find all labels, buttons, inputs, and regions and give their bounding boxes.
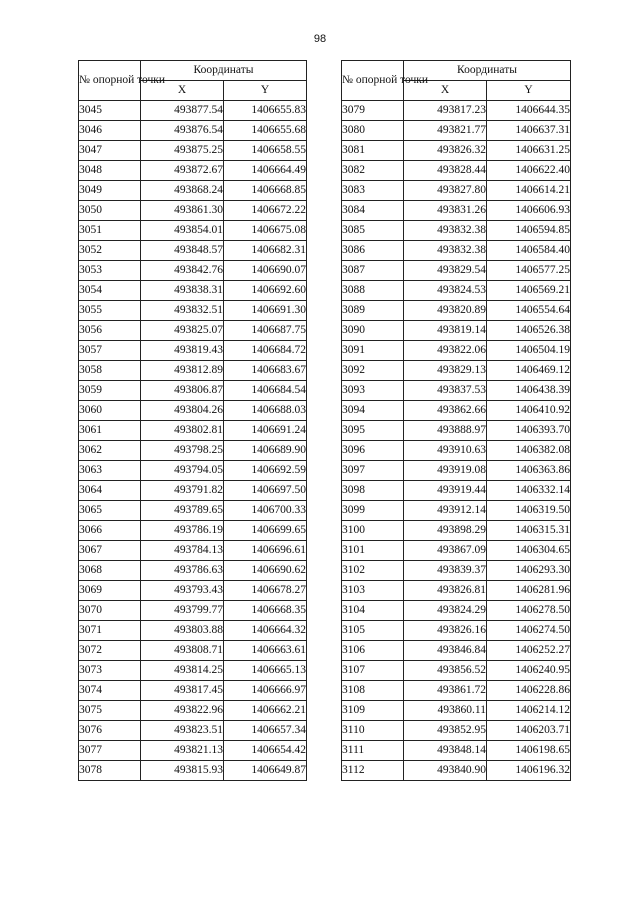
point-number-cell: 3089 bbox=[342, 301, 404, 321]
y-coordinate-cell: 1406664.49 bbox=[224, 161, 307, 181]
y-coordinate-cell: 1406665.13 bbox=[224, 661, 307, 681]
x-coordinate-cell: 493868.24 bbox=[141, 181, 224, 201]
y-coordinate-cell: 1406655.83 bbox=[224, 101, 307, 121]
y-coordinate-cell: 1406469.12 bbox=[487, 361, 571, 381]
table-row bbox=[79, 341, 307, 361]
x-coordinate-cell: 493829.54 bbox=[404, 261, 487, 281]
point-number-cell: 3111 bbox=[342, 741, 404, 761]
y-coordinate-cell: 1406658.55 bbox=[224, 141, 307, 161]
point-number-cell: 3077 bbox=[79, 741, 141, 761]
point-number-cell: 3073 bbox=[79, 661, 141, 681]
point-number-cell: 3065 bbox=[79, 501, 141, 521]
y-coordinate-cell: 1406699.65 bbox=[224, 521, 307, 541]
point-number-cell: 3094 bbox=[342, 401, 404, 421]
table-row bbox=[79, 241, 307, 261]
table-row bbox=[342, 141, 571, 161]
point-number-cell: 3105 bbox=[342, 621, 404, 641]
x-coordinate-cell: 493825.07 bbox=[141, 321, 224, 341]
point-number-cell: 3080 bbox=[342, 121, 404, 141]
y-coordinate-cell: 1406684.72 bbox=[224, 341, 307, 361]
x-coordinate-cell: 493842.76 bbox=[141, 261, 224, 281]
x-coordinate-cell: 493867.09 bbox=[404, 541, 487, 561]
x-coordinate-cell: 493839.37 bbox=[404, 561, 487, 581]
coordinates-header: Координаты bbox=[141, 61, 307, 81]
y-coordinate-cell: 1406691.30 bbox=[224, 301, 307, 321]
x-coordinate-cell: 493854.01 bbox=[141, 221, 224, 241]
table-row bbox=[342, 421, 571, 441]
point-number-cell: 3101 bbox=[342, 541, 404, 561]
table-row bbox=[342, 581, 571, 601]
table-row bbox=[79, 461, 307, 481]
point-number-cell: 3059 bbox=[79, 381, 141, 401]
table-row bbox=[79, 381, 307, 401]
x-coordinate-cell: 493838.31 bbox=[141, 281, 224, 301]
point-number-cell: 3104 bbox=[342, 601, 404, 621]
point-number-cell: 3081 bbox=[342, 141, 404, 161]
table-row bbox=[79, 621, 307, 641]
x-coordinate-cell: 493786.63 bbox=[141, 561, 224, 581]
y-coordinate-cell: 1406637.31 bbox=[487, 121, 571, 141]
table-row bbox=[79, 421, 307, 441]
table-row bbox=[342, 181, 571, 201]
point-number-cell: 3061 bbox=[79, 421, 141, 441]
page-number: 98 bbox=[313, 33, 327, 45]
table-row bbox=[79, 441, 307, 461]
point-number-cell: 3099 bbox=[342, 501, 404, 521]
y-coordinate-cell: 1406393.70 bbox=[487, 421, 571, 441]
table-row bbox=[342, 301, 571, 321]
point-number-cell: 3058 bbox=[79, 361, 141, 381]
x-coordinate-cell: 493872.67 bbox=[141, 161, 224, 181]
y-coordinate-cell: 1406687.75 bbox=[224, 321, 307, 341]
point-number-cell: 3087 bbox=[342, 261, 404, 281]
x-coordinate-cell: 493826.16 bbox=[404, 621, 487, 641]
table-row bbox=[79, 201, 307, 221]
y-coordinate-cell: 1406657.34 bbox=[224, 721, 307, 741]
x-coordinate-cell: 493877.54 bbox=[141, 101, 224, 121]
x-coordinate-cell: 493876.54 bbox=[141, 121, 224, 141]
table-row bbox=[79, 281, 307, 301]
point-number-cell: 3084 bbox=[342, 201, 404, 221]
y-coordinate-cell: 1406655.68 bbox=[224, 121, 307, 141]
x-coordinate-cell: 493827.80 bbox=[404, 181, 487, 201]
point-number-cell: 3068 bbox=[79, 561, 141, 581]
x-coordinate-cell: 493848.57 bbox=[141, 241, 224, 261]
x-coordinate-cell: 493786.19 bbox=[141, 521, 224, 541]
table-row bbox=[342, 101, 571, 121]
point-number-cell: 3103 bbox=[342, 581, 404, 601]
x-coordinate-cell: 493821.13 bbox=[141, 741, 224, 761]
y-coordinate-cell: 1406672.22 bbox=[224, 201, 307, 221]
point-number-cell: 3070 bbox=[79, 601, 141, 621]
table-row bbox=[342, 401, 571, 421]
point-number-cell: 3102 bbox=[342, 561, 404, 581]
y-coordinate-cell: 1406203.71 bbox=[487, 721, 571, 741]
y-coordinate-cell: 1406683.67 bbox=[224, 361, 307, 381]
y-coordinate-cell: 1406649.87 bbox=[224, 761, 307, 781]
y-coordinate-cell: 1406622.40 bbox=[487, 161, 571, 181]
point-number-cell: 3109 bbox=[342, 701, 404, 721]
table-row bbox=[342, 541, 571, 561]
table-row bbox=[79, 481, 307, 501]
y-coordinate-cell: 1406690.62 bbox=[224, 561, 307, 581]
point-number-cell: 3056 bbox=[79, 321, 141, 341]
point-number-cell: 3097 bbox=[342, 461, 404, 481]
table-row bbox=[342, 601, 571, 621]
table-row bbox=[79, 501, 307, 521]
x-coordinate-cell: 493912.14 bbox=[404, 501, 487, 521]
table-row bbox=[79, 321, 307, 341]
y-column-header: Y bbox=[487, 81, 571, 101]
x-coordinate-cell: 493826.81 bbox=[404, 581, 487, 601]
x-coordinate-cell: 493819.14 bbox=[404, 321, 487, 341]
y-coordinate-cell: 1406410.92 bbox=[487, 401, 571, 421]
y-coordinate-cell: 1406692.59 bbox=[224, 461, 307, 481]
table-row bbox=[79, 601, 307, 621]
y-coordinate-cell: 1406577.25 bbox=[487, 261, 571, 281]
y-column-header: Y bbox=[224, 81, 307, 101]
x-coordinate-cell: 493804.26 bbox=[141, 401, 224, 421]
table-row bbox=[79, 561, 307, 581]
y-coordinate-cell: 1406675.08 bbox=[224, 221, 307, 241]
point-number-cell: 3046 bbox=[79, 121, 141, 141]
y-coordinate-cell: 1406631.25 bbox=[487, 141, 571, 161]
point-number-cell: 3057 bbox=[79, 341, 141, 361]
point-number-cell: 3071 bbox=[79, 621, 141, 641]
x-coordinate-cell: 493789.65 bbox=[141, 501, 224, 521]
point-number-cell: 3086 bbox=[342, 241, 404, 261]
point-number-cell: 3048 bbox=[79, 161, 141, 181]
y-coordinate-cell: 1406293.30 bbox=[487, 561, 571, 581]
y-coordinate-cell: 1406697.50 bbox=[224, 481, 307, 501]
table-row bbox=[79, 661, 307, 681]
point-number-cell: 3095 bbox=[342, 421, 404, 441]
point-number-cell: 3100 bbox=[342, 521, 404, 541]
table-row bbox=[342, 641, 571, 661]
table-row bbox=[79, 541, 307, 561]
table-row bbox=[342, 741, 571, 761]
x-coordinate-cell: 493888.97 bbox=[404, 421, 487, 441]
x-coordinate-cell: 493875.25 bbox=[141, 141, 224, 161]
point-number-cell: 3055 bbox=[79, 301, 141, 321]
x-coordinate-cell: 493784.13 bbox=[141, 541, 224, 561]
x-coordinate-cell: 493824.53 bbox=[404, 281, 487, 301]
table-row bbox=[342, 481, 571, 501]
y-coordinate-cell: 1406678.27 bbox=[224, 581, 307, 601]
x-coordinate-cell: 493852.95 bbox=[404, 721, 487, 741]
point-number-cell: 3060 bbox=[79, 401, 141, 421]
y-coordinate-cell: 1406584.40 bbox=[487, 241, 571, 261]
point-number-cell: 3096 bbox=[342, 441, 404, 461]
coordinates-table-left bbox=[78, 60, 307, 781]
table-row bbox=[342, 161, 571, 181]
x-coordinate-cell: 493824.29 bbox=[404, 601, 487, 621]
table-row bbox=[342, 621, 571, 641]
point-number-cell: 3082 bbox=[342, 161, 404, 181]
table-row bbox=[79, 121, 307, 141]
point-number-cell: 3112 bbox=[342, 761, 404, 781]
table-row bbox=[79, 181, 307, 201]
point-number-cell: 3063 bbox=[79, 461, 141, 481]
point-number-cell: 3050 bbox=[79, 201, 141, 221]
x-coordinate-cell: 493817.45 bbox=[141, 681, 224, 701]
point-number-cell: 3108 bbox=[342, 681, 404, 701]
x-coordinate-cell: 493837.53 bbox=[404, 381, 487, 401]
point-number-cell: 3064 bbox=[79, 481, 141, 501]
point-number-cell: 3110 bbox=[342, 721, 404, 741]
x-coordinate-cell: 493861.30 bbox=[141, 201, 224, 221]
table-row bbox=[79, 761, 307, 781]
x-coordinate-cell: 493798.25 bbox=[141, 441, 224, 461]
y-coordinate-cell: 1406332.14 bbox=[487, 481, 571, 501]
table-row bbox=[342, 261, 571, 281]
table-row bbox=[79, 301, 307, 321]
table-row bbox=[342, 681, 571, 701]
x-coordinate-cell: 493817.23 bbox=[404, 101, 487, 121]
table-row bbox=[342, 381, 571, 401]
y-coordinate-cell: 1406304.65 bbox=[487, 541, 571, 561]
y-coordinate-cell: 1406606.93 bbox=[487, 201, 571, 221]
table-row bbox=[342, 241, 571, 261]
x-coordinate-cell: 493799.77 bbox=[141, 601, 224, 621]
x-coordinate-cell: 493808.71 bbox=[141, 641, 224, 661]
x-coordinate-cell: 493840.90 bbox=[404, 761, 487, 781]
y-coordinate-cell: 1406691.24 bbox=[224, 421, 307, 441]
table-row bbox=[342, 721, 571, 741]
y-coordinate-cell: 1406688.03 bbox=[224, 401, 307, 421]
point-number-cell: 3075 bbox=[79, 701, 141, 721]
x-coordinate-cell: 493822.96 bbox=[141, 701, 224, 721]
y-coordinate-cell: 1406644.35 bbox=[487, 101, 571, 121]
y-coordinate-cell: 1406569.21 bbox=[487, 281, 571, 301]
y-coordinate-cell: 1406696.61 bbox=[224, 541, 307, 561]
y-coordinate-cell: 1406668.85 bbox=[224, 181, 307, 201]
table-row bbox=[342, 761, 571, 781]
table-row bbox=[342, 121, 571, 141]
x-coordinate-cell: 493828.44 bbox=[404, 161, 487, 181]
table-row bbox=[79, 641, 307, 661]
table-row bbox=[79, 701, 307, 721]
x-coordinate-cell: 493862.66 bbox=[404, 401, 487, 421]
y-coordinate-cell: 1406666.97 bbox=[224, 681, 307, 701]
table-row bbox=[79, 741, 307, 761]
table-row bbox=[342, 361, 571, 381]
x-coordinate-cell: 493794.05 bbox=[141, 461, 224, 481]
x-coordinate-cell: 493806.87 bbox=[141, 381, 224, 401]
table-row bbox=[342, 701, 571, 721]
point-number-cell: 3051 bbox=[79, 221, 141, 241]
table-row bbox=[342, 501, 571, 521]
point-number-cell: 3066 bbox=[79, 521, 141, 541]
table-row bbox=[342, 341, 571, 361]
y-coordinate-cell: 1406689.90 bbox=[224, 441, 307, 461]
point-number-cell: 3092 bbox=[342, 361, 404, 381]
y-coordinate-cell: 1406196.32 bbox=[487, 761, 571, 781]
x-coordinate-cell: 493822.06 bbox=[404, 341, 487, 361]
point-number-cell: 3093 bbox=[342, 381, 404, 401]
point-number-cell: 3053 bbox=[79, 261, 141, 281]
y-coordinate-cell: 1406198.65 bbox=[487, 741, 571, 761]
table-row bbox=[342, 561, 571, 581]
y-coordinate-cell: 1406692.60 bbox=[224, 281, 307, 301]
y-coordinate-cell: 1406654.42 bbox=[224, 741, 307, 761]
point-number-header: № опорной точки bbox=[342, 61, 404, 101]
table-row bbox=[342, 321, 571, 341]
x-coordinate-cell: 493846.84 bbox=[404, 641, 487, 661]
point-number-cell: 3049 bbox=[79, 181, 141, 201]
point-number-cell: 3047 bbox=[79, 141, 141, 161]
x-coordinate-cell: 493793.43 bbox=[141, 581, 224, 601]
x-coordinate-cell: 493848.14 bbox=[404, 741, 487, 761]
point-number-cell: 3091 bbox=[342, 341, 404, 361]
y-coordinate-cell: 1406664.32 bbox=[224, 621, 307, 641]
table-row bbox=[79, 141, 307, 161]
point-number-cell: 3083 bbox=[342, 181, 404, 201]
y-coordinate-cell: 1406663.61 bbox=[224, 641, 307, 661]
x-coordinate-cell: 493819.43 bbox=[141, 341, 224, 361]
x-coordinate-cell: 493826.32 bbox=[404, 141, 487, 161]
x-coordinate-cell: 493823.51 bbox=[141, 721, 224, 741]
x-coordinate-cell: 493820.89 bbox=[404, 301, 487, 321]
point-number-cell: 3072 bbox=[79, 641, 141, 661]
table-row bbox=[342, 521, 571, 541]
point-number-cell: 3054 bbox=[79, 281, 141, 301]
point-number-cell: 3107 bbox=[342, 661, 404, 681]
x-coordinate-cell: 493856.52 bbox=[404, 661, 487, 681]
table-row bbox=[342, 461, 571, 481]
point-number-cell: 3067 bbox=[79, 541, 141, 561]
point-number-header: № опорной точки bbox=[79, 61, 141, 101]
y-coordinate-cell: 1406700.33 bbox=[224, 501, 307, 521]
table-row bbox=[342, 661, 571, 681]
y-coordinate-cell: 1406319.50 bbox=[487, 501, 571, 521]
y-coordinate-cell: 1406526.38 bbox=[487, 321, 571, 341]
y-coordinate-cell: 1406690.07 bbox=[224, 261, 307, 281]
point-number-cell: 3078 bbox=[79, 761, 141, 781]
x-column-header: X bbox=[141, 81, 224, 101]
y-coordinate-cell: 1406240.95 bbox=[487, 661, 571, 681]
x-coordinate-cell: 493802.81 bbox=[141, 421, 224, 441]
y-coordinate-cell: 1406668.35 bbox=[224, 601, 307, 621]
table-row bbox=[79, 221, 307, 241]
table-row bbox=[342, 441, 571, 461]
x-coordinate-cell: 493898.29 bbox=[404, 521, 487, 541]
y-coordinate-cell: 1406438.39 bbox=[487, 381, 571, 401]
y-coordinate-cell: 1406315.31 bbox=[487, 521, 571, 541]
x-coordinate-cell: 493791.82 bbox=[141, 481, 224, 501]
point-number-cell: 3076 bbox=[79, 721, 141, 741]
y-coordinate-cell: 1406614.21 bbox=[487, 181, 571, 201]
table-row bbox=[79, 361, 307, 381]
x-coordinate-cell: 493832.38 bbox=[404, 221, 487, 241]
y-coordinate-cell: 1406214.12 bbox=[487, 701, 571, 721]
x-column-header: X bbox=[404, 81, 487, 101]
y-coordinate-cell: 1406281.96 bbox=[487, 581, 571, 601]
coordinates-header: Координаты bbox=[404, 61, 571, 81]
table-row bbox=[79, 521, 307, 541]
x-coordinate-cell: 493919.44 bbox=[404, 481, 487, 501]
x-coordinate-cell: 493814.25 bbox=[141, 661, 224, 681]
x-coordinate-cell: 493861.72 bbox=[404, 681, 487, 701]
point-number-cell: 3079 bbox=[342, 101, 404, 121]
y-coordinate-cell: 1406504.19 bbox=[487, 341, 571, 361]
x-coordinate-cell: 493860.11 bbox=[404, 701, 487, 721]
table-row bbox=[79, 401, 307, 421]
table-row bbox=[79, 161, 307, 181]
y-coordinate-cell: 1406554.64 bbox=[487, 301, 571, 321]
point-number-cell: 3052 bbox=[79, 241, 141, 261]
point-number-cell: 3045 bbox=[79, 101, 141, 121]
table-row bbox=[79, 721, 307, 741]
point-number-cell: 3088 bbox=[342, 281, 404, 301]
y-coordinate-cell: 1406682.31 bbox=[224, 241, 307, 261]
table-row bbox=[79, 581, 307, 601]
y-coordinate-cell: 1406684.54 bbox=[224, 381, 307, 401]
y-coordinate-cell: 1406274.50 bbox=[487, 621, 571, 641]
x-coordinate-cell: 493821.77 bbox=[404, 121, 487, 141]
x-coordinate-cell: 493812.89 bbox=[141, 361, 224, 381]
x-coordinate-cell: 493831.26 bbox=[404, 201, 487, 221]
point-number-cell: 3098 bbox=[342, 481, 404, 501]
point-number-cell: 3090 bbox=[342, 321, 404, 341]
table-row bbox=[342, 221, 571, 241]
point-number-cell: 3062 bbox=[79, 441, 141, 461]
x-coordinate-cell: 493829.13 bbox=[404, 361, 487, 381]
table-row bbox=[342, 281, 571, 301]
y-coordinate-cell: 1406278.50 bbox=[487, 601, 571, 621]
x-coordinate-cell: 493803.88 bbox=[141, 621, 224, 641]
y-coordinate-cell: 1406662.21 bbox=[224, 701, 307, 721]
x-coordinate-cell: 493832.51 bbox=[141, 301, 224, 321]
point-number-cell: 3074 bbox=[79, 681, 141, 701]
coordinates-table-right bbox=[341, 60, 571, 781]
table-row bbox=[79, 261, 307, 281]
x-coordinate-cell: 493815.93 bbox=[141, 761, 224, 781]
table-row bbox=[342, 201, 571, 221]
y-coordinate-cell: 1406382.08 bbox=[487, 441, 571, 461]
table-row bbox=[79, 101, 307, 121]
y-coordinate-cell: 1406363.86 bbox=[487, 461, 571, 481]
y-coordinate-cell: 1406252.27 bbox=[487, 641, 571, 661]
y-coordinate-cell: 1406228.86 bbox=[487, 681, 571, 701]
x-coordinate-cell: 493832.38 bbox=[404, 241, 487, 261]
point-number-cell: 3069 bbox=[79, 581, 141, 601]
table-row bbox=[79, 681, 307, 701]
point-number-cell: 3106 bbox=[342, 641, 404, 661]
x-coordinate-cell: 493919.08 bbox=[404, 461, 487, 481]
y-coordinate-cell: 1406594.85 bbox=[487, 221, 571, 241]
x-coordinate-cell: 493910.63 bbox=[404, 441, 487, 461]
point-number-cell: 3085 bbox=[342, 221, 404, 241]
